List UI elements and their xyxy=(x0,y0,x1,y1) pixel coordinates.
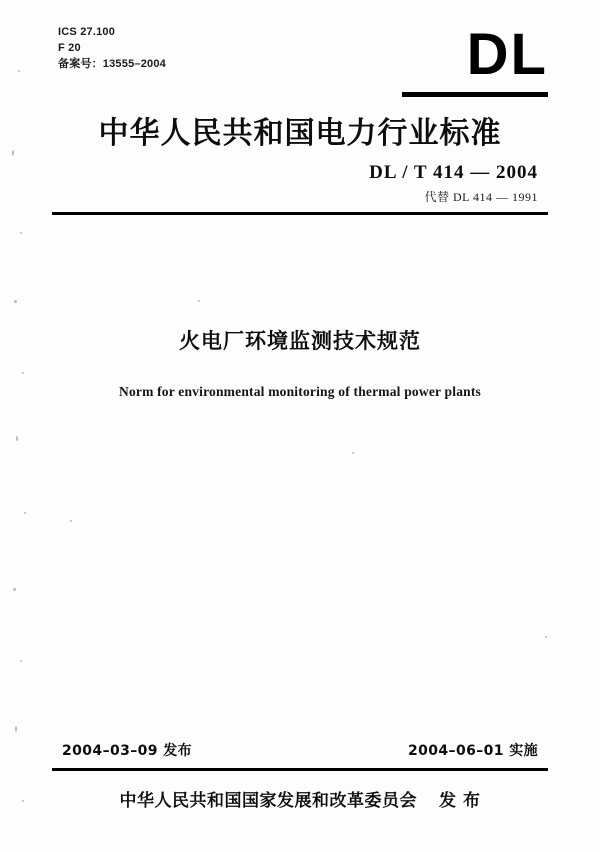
scan-speck xyxy=(70,520,72,522)
document-title-english: Norm for environmental monitoring of thermal power plants xyxy=(119,384,481,399)
divider-top xyxy=(52,212,548,215)
scan-speck xyxy=(20,232,22,234)
scan-speck xyxy=(545,636,547,638)
page-title: 中华人民共和国电力行业标准 xyxy=(98,116,502,151)
header-code-record-number: 备案号：13555–2004 xyxy=(58,58,166,70)
header-code-ics: ICS 27.100 xyxy=(58,26,116,38)
scan-speck xyxy=(13,588,16,591)
standard-replaces: 代替 DL 414 — 1991 xyxy=(424,190,538,204)
scan-speck xyxy=(16,436,18,441)
standard-number: DL / T 414 — 2004 xyxy=(369,162,538,183)
dl-logo: DL xyxy=(466,22,548,87)
dl-logo-underline xyxy=(402,92,548,97)
issuer-name: 中华人民共和国国家发展和改革委员会 xyxy=(119,791,418,811)
scan-speck xyxy=(20,660,22,662)
effective-date: 2004–06–01 实施 xyxy=(407,743,538,759)
issuer-line xyxy=(0,786,600,811)
divider-bottom xyxy=(52,768,548,771)
scan-speck xyxy=(198,300,200,302)
scan-speck xyxy=(14,300,17,303)
issue-date: 2004–03–09 发布 xyxy=(62,743,193,759)
scan-speck xyxy=(352,452,354,454)
scan-speck xyxy=(24,512,26,514)
header-code-classification: F 20 xyxy=(58,42,81,54)
scan-speck xyxy=(18,70,20,72)
scan-speck xyxy=(22,372,24,374)
document-title-chinese: 火电厂环境监测技术规范 xyxy=(179,329,421,353)
issuer-publish-label: 发 布 xyxy=(439,791,481,811)
header-codes xyxy=(58,24,166,72)
scan-speck xyxy=(15,726,17,732)
